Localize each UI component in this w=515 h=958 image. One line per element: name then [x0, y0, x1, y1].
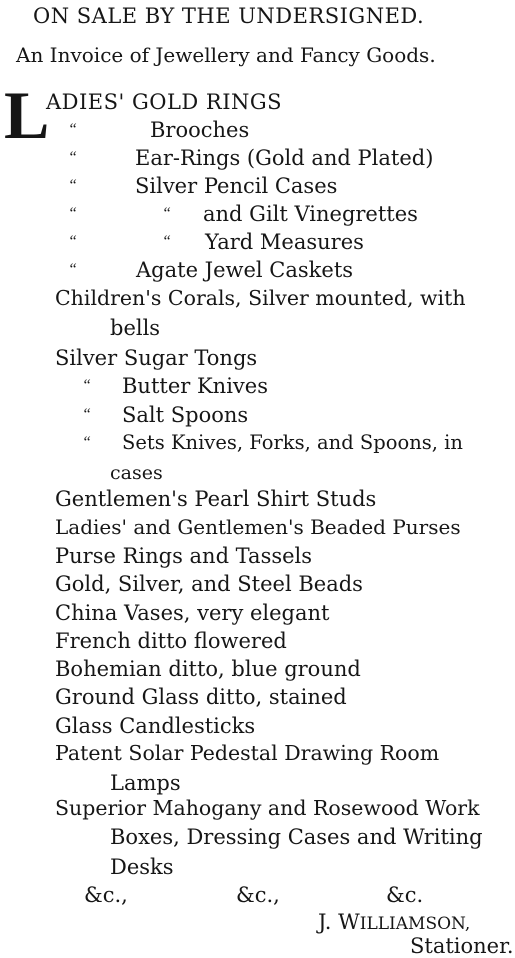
ditto-mark: “	[68, 177, 77, 194]
ditto-mark: “	[162, 205, 171, 222]
item-sets-knives-forks-spoons: Sets Knives, Forks, and Spoons, in	[122, 431, 463, 454]
ditto-mark: “	[68, 261, 77, 278]
ditto-mark: “	[68, 121, 77, 138]
signature-name	[318, 910, 470, 936]
item-work-boxes-cont-2: Desks	[110, 855, 174, 879]
item-silver-pencil-cases: Silver Pencil Cases	[135, 174, 338, 198]
item-ear-rings: Ear-Rings (Gold and Plated)	[135, 146, 434, 170]
signature-title: Stationer.	[410, 934, 514, 958]
ditto-mark: “	[82, 377, 91, 394]
drop-cap: L	[4, 77, 50, 153]
item-solar-lamps-cont: Lamps	[110, 771, 181, 795]
item-ground-glass-ditto: Ground Glass ditto, stained	[55, 685, 347, 709]
signature-name-rest: ILLIAMSON,	[359, 914, 471, 934]
item-pearl-shirt-studs: Gentlemen's Pearl Shirt Studs	[55, 487, 377, 511]
item-brooches: Brooches	[150, 118, 250, 142]
item-gilt-vinegrettes: and Gilt Vinegrettes	[203, 202, 418, 226]
ditto-mark: “	[82, 434, 91, 451]
item-work-boxes-cont: Boxes, Dressing Cases and Writing	[110, 825, 483, 849]
ditto-mark: “	[68, 233, 77, 250]
ditto-mark: “	[82, 406, 91, 423]
item-glass-candlesticks: Glass Candlesticks	[55, 714, 256, 738]
item-childrens-corals: Children's Corals, Silver mounted, with	[55, 286, 466, 310]
etcetera: &c.	[386, 883, 424, 907]
etcetera: &c.,	[84, 883, 128, 907]
ditto-mark: “	[68, 149, 77, 166]
item-china-vases: China Vases, very elegant	[55, 601, 330, 625]
item-salt-spoons: Salt Spoons	[122, 403, 249, 427]
ditto-mark: “	[68, 205, 77, 222]
ditto-mark: “	[162, 233, 171, 250]
item-butter-knives: Butter Knives	[122, 374, 268, 398]
etcetera: &c.,	[236, 883, 280, 907]
item-french-ditto: French ditto flowered	[55, 629, 287, 653]
item-beaded-purses: Ladies' and Gentlemen's Beaded Purses	[55, 515, 461, 539]
advert-subheading: An Invoice of Jewellery and Fancy Goods.	[16, 43, 436, 67]
item-ladies-gold-rings: ADIES' GOLD RINGS	[46, 90, 283, 114]
item-bohemian-ditto: Bohemian ditto, blue ground	[55, 657, 361, 681]
item-beads: Gold, Silver, and Steel Beads	[55, 572, 363, 596]
item-work-boxes: Superior Mahogany and Rosewood Work	[55, 796, 480, 820]
item-childrens-corals-cont: bells	[110, 316, 161, 340]
advert-heading: ON SALE BY THE UNDERSIGNED.	[33, 4, 425, 28]
signature-name-first: W	[338, 910, 360, 934]
item-solar-lamps: Patent Solar Pedestal Drawing Room	[55, 741, 440, 765]
item-purse-rings: Purse Rings and Tassels	[55, 544, 313, 568]
item-agate-jewel-caskets: Agate Jewel Caskets	[136, 258, 354, 282]
item-silver-sugar-tongs: Silver Sugar Tongs	[55, 346, 258, 370]
item-yard-measures: Yard Measures	[205, 230, 364, 254]
signature-initial: J.	[318, 910, 332, 934]
item-sets-knives-cont: cases	[110, 462, 163, 484]
